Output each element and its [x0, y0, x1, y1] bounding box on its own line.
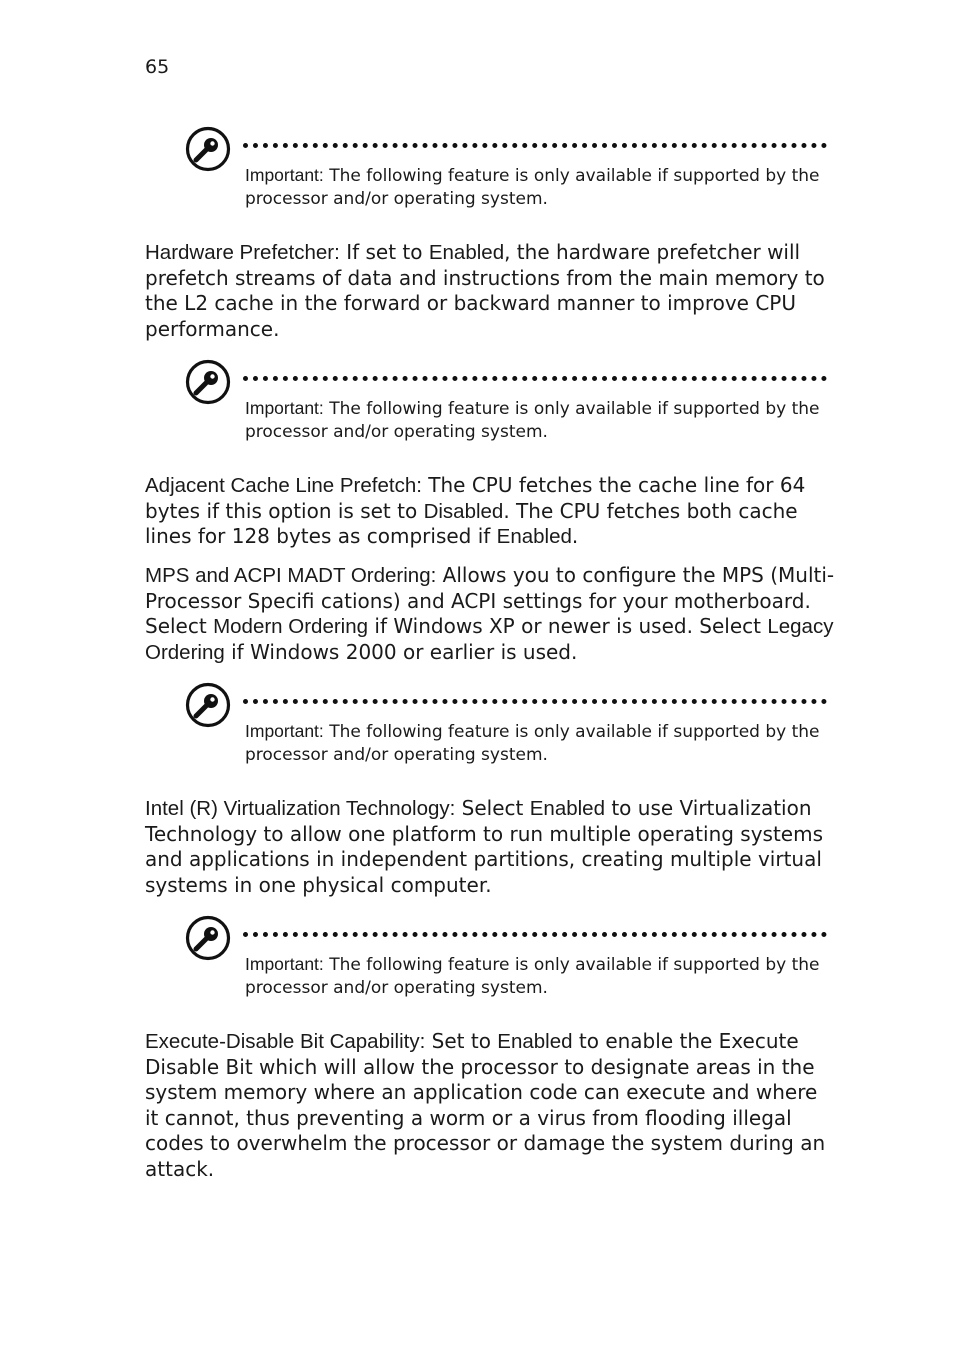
note-text: [245, 720, 829, 767]
term-adjacent-cache: Adjacent Cache Line Prefetch:: [145, 474, 422, 497]
mps-acpi-paragraph: [145, 563, 835, 665]
value-modern-ordering: Modern Ordering: [213, 615, 369, 638]
text: If set to: [339, 240, 429, 264]
text: Set to: [425, 1029, 498, 1053]
text: Select: [455, 796, 530, 820]
important-note: [185, 359, 827, 449]
important-note: [185, 682, 827, 772]
note-body: The following feature is only available if supported by the processor and/or operating system.: [245, 955, 820, 998]
text: to use Virtualization Technology to allow one platform to run multiple operating systems and applications in independent partitions, creating multiple virtual systems in one physical computer.: [145, 796, 824, 897]
virtualization-paragraph: [145, 796, 835, 898]
execute-disable-paragraph: [145, 1029, 835, 1182]
dotted-rule: [243, 699, 827, 704]
value-enabled: Enabled: [496, 525, 572, 548]
note-label: Important:: [245, 165, 324, 185]
note-body: The following feature is only available if supported by the processor and/or operating system.: [245, 722, 820, 765]
value-disabled: Disabled: [423, 499, 504, 523]
term-virtualization: Intel (R) Virtualization Technology:: [145, 797, 456, 820]
dotted-rule: [243, 376, 827, 381]
note-text: [245, 953, 829, 1000]
term-mps-acpi: MPS and ACPI MADT Ordering:: [145, 564, 437, 587]
wrench-key-icon: [185, 915, 231, 961]
page-number: 65: [145, 56, 170, 78]
text: , the hardware prefetcher will prefetch streams of data and instructions from the main memory to the L2 cache in the forward or backward manner to improve CPU performance.: [145, 240, 825, 341]
text: to enable the Execute Disable Bit which will allow the processor to designate areas in the system memory where an application code can execute and where it cannot, thus preventing a worm or a virus from flooding illegal codes to overwhelm the processor or damage the system during an attack.: [145, 1029, 826, 1181]
important-note: [185, 126, 827, 216]
text: if Windows 2000 or earlier is used.: [224, 639, 578, 664]
value-enabled: Enabled: [428, 241, 505, 264]
note-label: Important:: [245, 954, 324, 974]
text: . The CPU fetches both cache lines for 128 bytes as comprised if: [145, 498, 798, 548]
value-enabled: Enabled: [529, 797, 605, 820]
dotted-rule: [243, 932, 827, 937]
text: The CPU fetches the cache line for 64 bytes if this option is set to: [145, 473, 806, 523]
value-legacy-ordering: Legacy Ordering: [145, 615, 834, 664]
note-text: [245, 397, 829, 444]
term-hardware-prefetcher: Hardware Prefetcher:: [145, 241, 340, 264]
text: .: [571, 524, 579, 548]
note-body: The following feature is only available if supported by the processor and/or operating system.: [245, 399, 820, 442]
note-label: Important:: [245, 721, 324, 741]
text: if Windows XP or newer is used. Select: [368, 614, 768, 638]
dotted-rule: [243, 143, 827, 148]
note-body: The following feature is only available if supported by the processor and/or operating system.: [245, 166, 820, 209]
hardware-prefetcher-paragraph: [145, 240, 835, 342]
value-enabled: Enabled: [497, 1030, 573, 1053]
wrench-key-icon: [185, 682, 231, 728]
adjacent-cache-paragraph: [145, 473, 835, 550]
note-label: Important:: [245, 398, 324, 418]
wrench-key-icon: [185, 126, 231, 172]
note-text: [245, 164, 829, 211]
text: Allows you to configure the MPS (Multi-Processor Specifi cations) and ACPI settings for your motherboard. Select: [145, 563, 835, 638]
important-note: [185, 915, 827, 1005]
wrench-key-icon: [185, 359, 231, 405]
term-execute-disable: Execute-Disable Bit Capability:: [145, 1030, 426, 1053]
